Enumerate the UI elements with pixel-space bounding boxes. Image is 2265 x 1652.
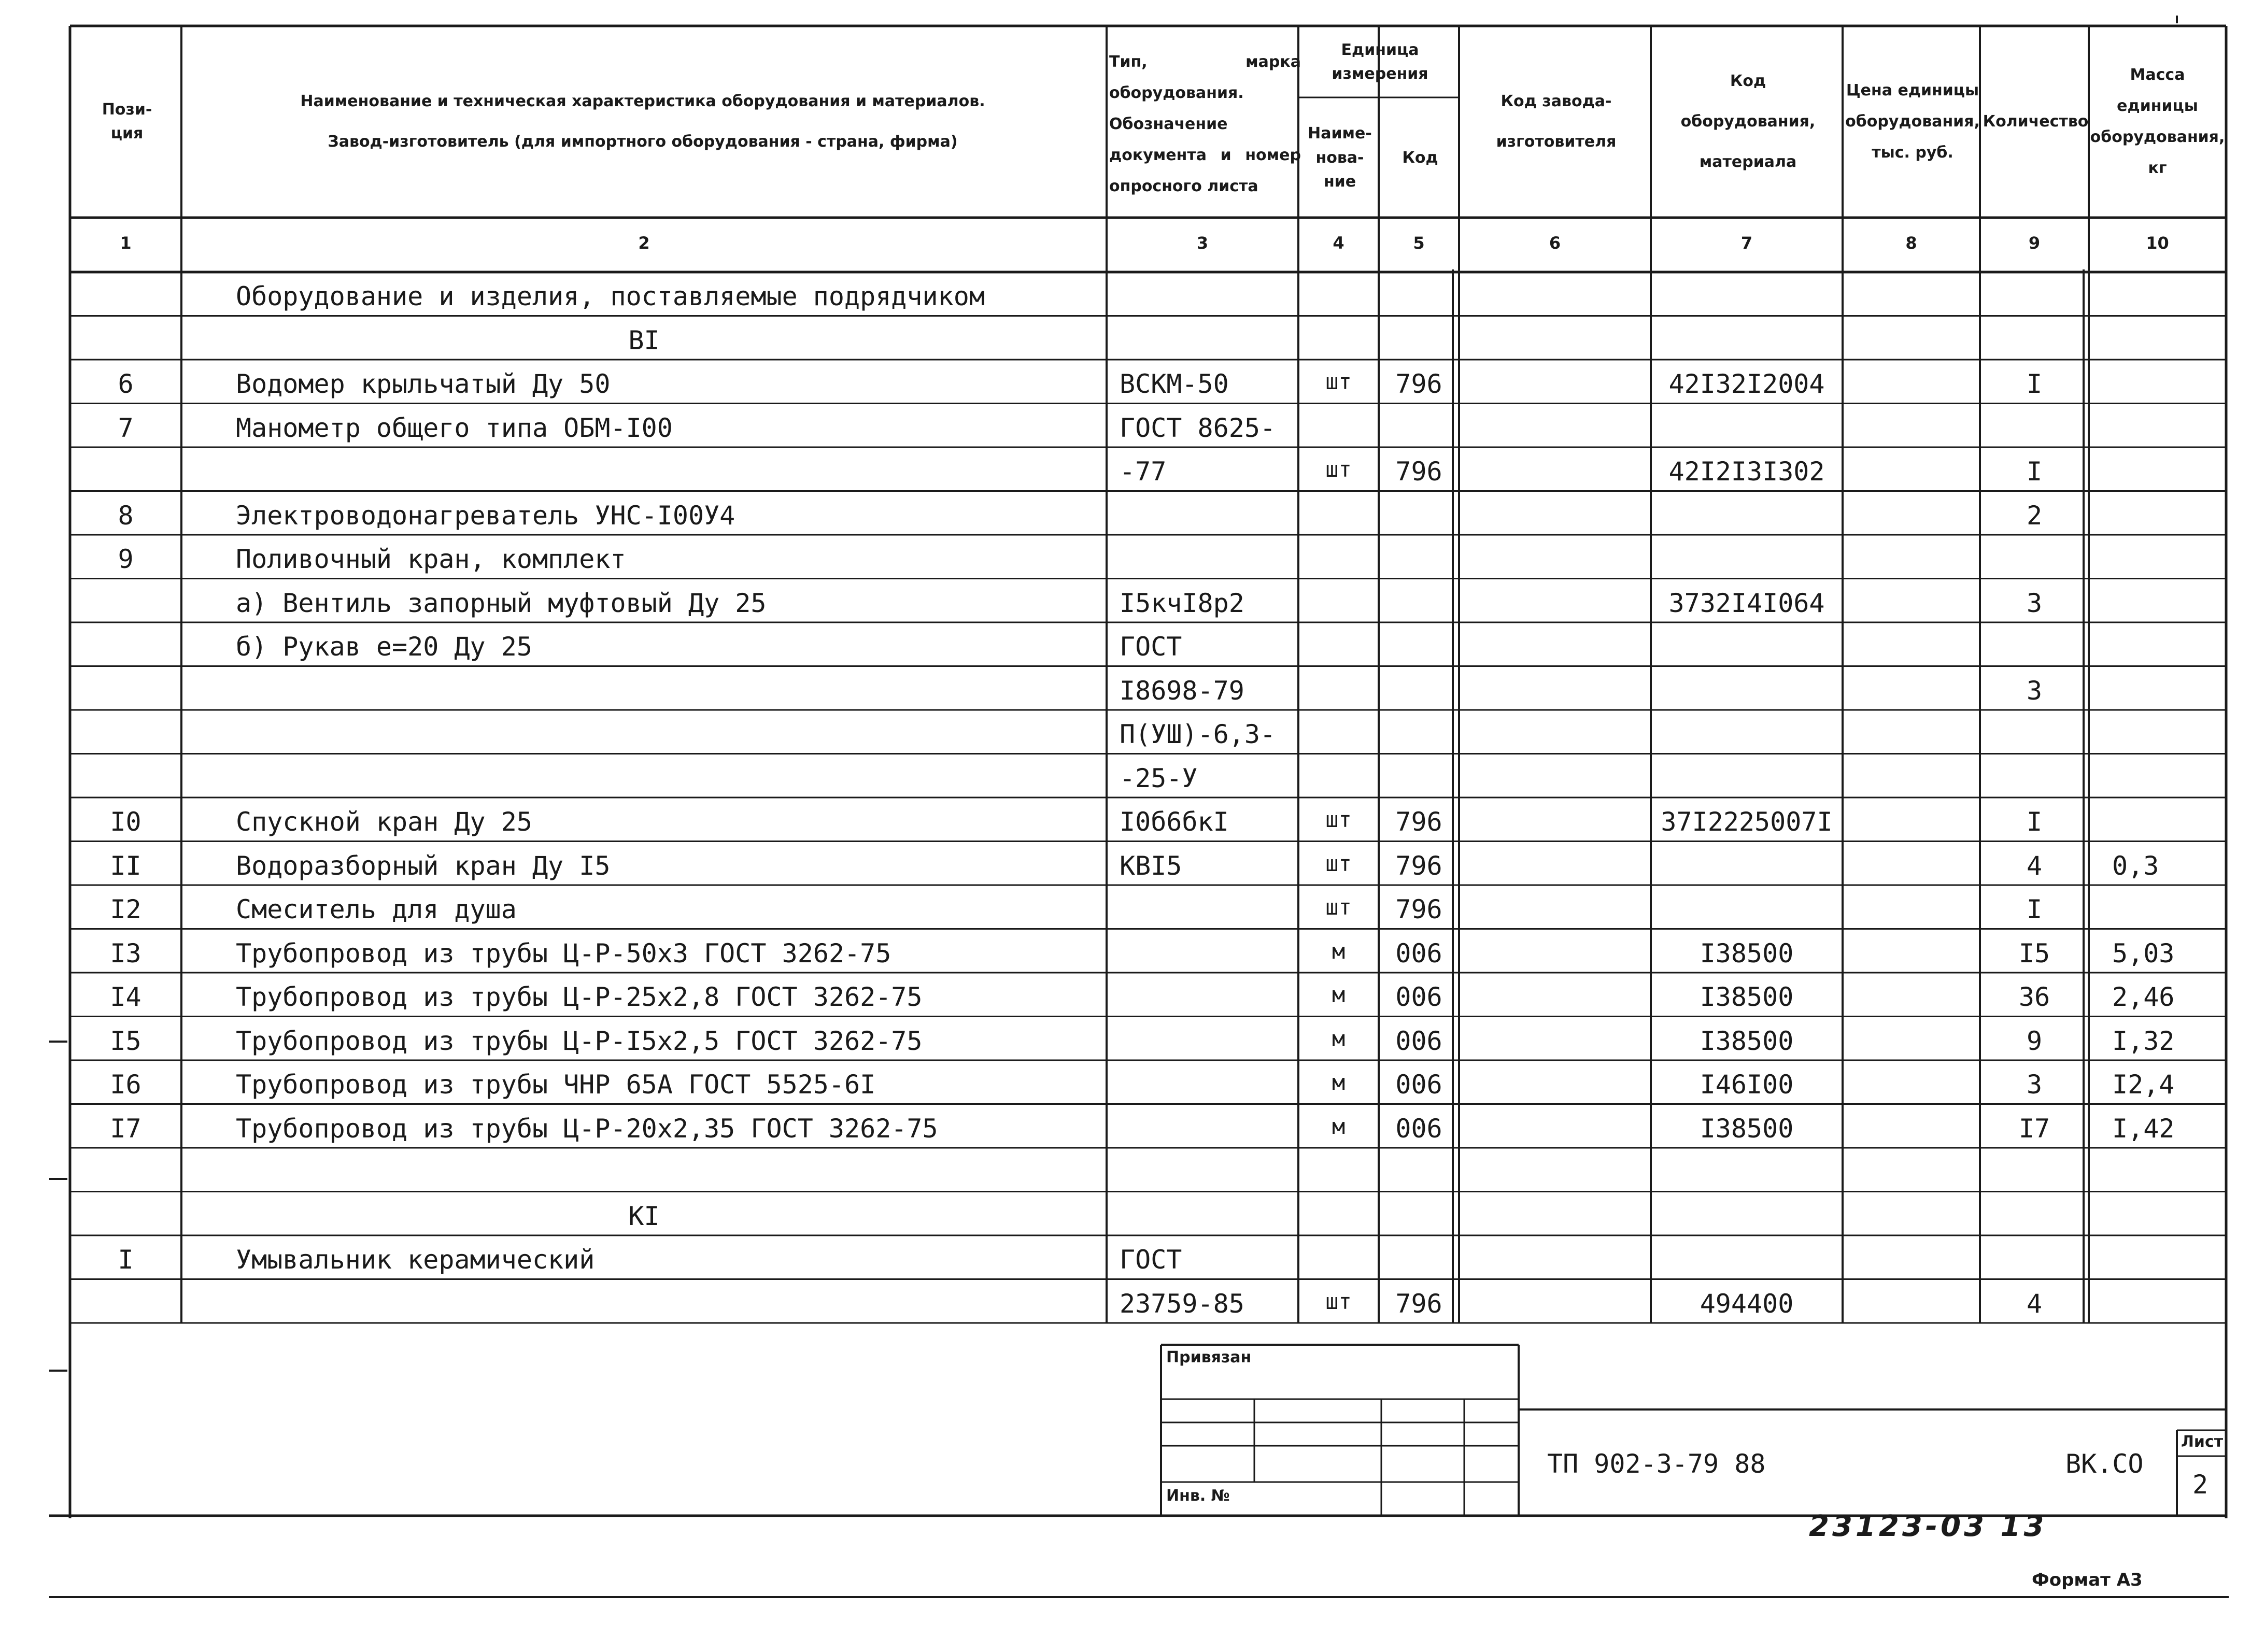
cell-mass: 2,46 (2112, 982, 2175, 1012)
cell-name: Трубопровод из трубы Ц-Р-50х3 ГОСТ 3262-75 (236, 938, 891, 969)
cell-name: Манометр общего типа ОБМ-I00 (236, 412, 673, 443)
cell-equipment-code: 3732I4I064 (1668, 588, 1825, 618)
cell-unit: м (1332, 1026, 1346, 1051)
cell-position: I7 (110, 1113, 141, 1144)
cell-position: 7 (118, 412, 134, 443)
cell-unit: м (1332, 1113, 1346, 1139)
cell-name: Трубопровод из трубы Ц-Р-20х2,35 ГОСТ 3262-75 (236, 1113, 938, 1144)
cell-name: Спускной кран Ду 25 (236, 807, 532, 837)
stamp-attached-label: Привязан (1166, 1348, 1252, 1366)
header-name-line2: Завод-изготовитель (для импортного оборудования - страна, фирма) (328, 133, 958, 151)
cell-unit: шт (1325, 457, 1352, 482)
cell-mass: 5,03 (2112, 938, 2175, 969)
cell-name: Поливочный кран, комплект (236, 544, 626, 574)
cell-equipment-code: 494400 (1700, 1288, 1794, 1319)
cell-quantity: I (2026, 457, 2043, 487)
cell-position: I6 (110, 1070, 141, 1100)
cell-quantity: I7 (2018, 1113, 2050, 1144)
cell-unit-code: 796 (1395, 1288, 1442, 1319)
cell-position: 6 (118, 369, 134, 399)
column-number: 3 (1196, 233, 1209, 253)
column-number: 2 (638, 233, 650, 253)
header-plant-code: Код завода-изготовителя (1496, 92, 1617, 151)
cell-quantity: I (2026, 369, 2043, 399)
cell-quantity: 4 (2026, 1288, 2043, 1319)
stamp-sheet-label: Лист (2181, 1433, 2224, 1451)
cell-type: КВI5 (1120, 850, 1182, 881)
cell-equipment-code: I46I00 (1700, 1070, 1794, 1100)
header-quantity: Количество (1983, 112, 2089, 131)
cell-unit: м (1332, 982, 1346, 1007)
cell-mass: I2,4 (2112, 1070, 2175, 1100)
cell-position: I (118, 1245, 134, 1275)
cell-position: I4 (110, 982, 141, 1012)
cell-name: а) Вентиль запорный муфтовый Ду 25 (236, 588, 767, 618)
cell-name: KI (628, 1201, 660, 1231)
cell-name: б) Рукав е=20 Ду 25 (236, 632, 532, 662)
cell-name: Смеситель для душа (236, 894, 517, 924)
cell-type: I8698-79 (1120, 675, 1244, 706)
cell-unit: м (1332, 1070, 1346, 1095)
cell-quantity: I (2026, 807, 2043, 837)
header-unit-group: Единица измерения (1332, 40, 1428, 83)
cell-name: Электроводонагреватель УНС-I00У4 (236, 500, 735, 531)
column-number: 9 (2028, 233, 2041, 253)
cell-name: BI (628, 325, 660, 355)
header-name-line1: Наименование и техническая характеристика оборудования и материалов. (300, 92, 985, 110)
cell-unit-code: 006 (1395, 1113, 1442, 1144)
cell-position: I2 (110, 894, 141, 924)
cell-quantity: 3 (2026, 675, 2043, 706)
cell-type: I5кчI8р2 (1120, 588, 1244, 618)
header-type: Тип, марка оборудования. Обозначение документа и номер опросного листа (1109, 53, 1301, 195)
archive-number: 23123-03 13 (1809, 1509, 2047, 1543)
column-number: 5 (1413, 233, 1425, 253)
cell-equipment-code: 42I32I2004 (1668, 369, 1825, 399)
cell-type: -77 (1120, 457, 1167, 487)
cell-position: 9 (118, 544, 134, 574)
cell-name: Оборудование и изделия, поставляемые подрядчиком (236, 281, 985, 311)
cell-position: I0 (110, 807, 141, 837)
cell-unit-code: 796 (1395, 894, 1442, 924)
cell-mass: I,42 (2112, 1113, 2175, 1144)
cell-equipment-code: I38500 (1700, 982, 1794, 1012)
cell-mass: 0,3 (2112, 850, 2159, 881)
cell-unit-code: 796 (1395, 369, 1442, 399)
cell-equipment-code: 37I2225007I (1661, 807, 1833, 837)
cell-name: Трубопровод из трубы Ц-Р-25х2,8 ГОСТ 3262-75 (236, 982, 923, 1012)
column-number: 7 (1740, 233, 1753, 253)
header-name (184, 26, 1101, 218)
cell-position: 8 (118, 500, 134, 531)
cell-quantity: 9 (2026, 1026, 2043, 1056)
cell-position: II (110, 850, 141, 881)
cell-name: Трубопровод из трубы Ц-Р-I5х2,5 ГОСТ 3262-75 (236, 1026, 923, 1056)
cell-unit-code: 006 (1395, 1070, 1442, 1100)
cell-unit: шт (1325, 369, 1352, 394)
column-number: 6 (1549, 233, 1561, 253)
cell-unit-code: 006 (1395, 982, 1442, 1012)
cell-unit: шт (1325, 807, 1352, 832)
cell-unit-code: 796 (1395, 850, 1442, 881)
cell-type: ВСКМ-50 (1120, 369, 1229, 399)
header-position: Пози- ция (102, 100, 152, 143)
cell-type: П(УШ)-6,3- (1120, 719, 1276, 749)
cell-name: Умывальник керамический (236, 1245, 595, 1275)
stamp-sheet-number: 2 (2192, 1470, 2209, 1500)
cell-position: I5 (110, 1026, 141, 1056)
column-number: 4 (1333, 233, 1344, 253)
cell-equipment-code: I38500 (1700, 1113, 1794, 1144)
header-mass: Масса единицы оборудования, кг (2090, 66, 2225, 177)
stamp-section-code: ВК.СО (2065, 1449, 2144, 1479)
cell-unit: шт (1325, 894, 1352, 920)
header-unit-name: Наиме-нова-ние (1308, 124, 1372, 191)
cell-unit-code: 796 (1395, 457, 1442, 487)
cell-unit: м (1332, 938, 1346, 964)
cell-type: ГОСТ 8625- (1120, 412, 1276, 443)
cell-type: 23759-85 (1120, 1288, 1244, 1319)
cell-name: Трубопровод из трубы ЧНР 65А ГОСТ 5525-6I (236, 1070, 876, 1100)
column-number: 1 (120, 233, 132, 253)
cell-unit-code: 796 (1395, 807, 1442, 837)
cell-equipment-code: I38500 (1700, 938, 1794, 969)
cell-unit: шт (1325, 850, 1352, 876)
stamp-inventory-label: Инв. № (1166, 1487, 1230, 1505)
column-number: 8 (1905, 233, 1917, 253)
cell-type: ГОСТ (1120, 632, 1182, 662)
cell-quantity: 3 (2026, 588, 2043, 618)
cell-equipment-code: I38500 (1700, 1026, 1794, 1056)
cell-name: Водоразборный кран Ду I5 (236, 850, 611, 881)
cell-equipment-code: 42I2I3I302 (1668, 457, 1825, 487)
cell-unit-code: 006 (1395, 938, 1442, 969)
column-number: 10 (2146, 233, 2169, 253)
header-price: Цена единицы оборудования, тыс. руб. (1845, 81, 1980, 162)
cell-quantity: I (2026, 894, 2043, 924)
cell-quantity: 36 (2018, 982, 2050, 1012)
cell-type: I0б6бкI (1120, 807, 1229, 837)
header-equipment-code: Код оборудования, материала (1680, 72, 1816, 171)
cell-type: ГОСТ (1120, 1245, 1182, 1275)
cell-type: -25-У (1120, 763, 1198, 793)
cell-quantity: 2 (2026, 500, 2043, 531)
cell-unit: шт (1325, 1288, 1352, 1314)
cell-quantity: 4 (2026, 850, 2043, 881)
cell-quantity: I5 (2018, 938, 2050, 969)
cell-quantity: 3 (2026, 1070, 2043, 1100)
cell-unit-code: 006 (1395, 1026, 1442, 1056)
paper-format: Формат А3 (2032, 1570, 2143, 1590)
cell-position: I3 (110, 938, 141, 969)
header-unit-code: Код (1402, 148, 1438, 167)
stamp-document-code: ТП 902-3-79 88 (1547, 1449, 1766, 1479)
cell-name: Водомер крыльчатый Ду 50 (236, 369, 611, 399)
cell-mass: I,32 (2112, 1026, 2175, 1056)
